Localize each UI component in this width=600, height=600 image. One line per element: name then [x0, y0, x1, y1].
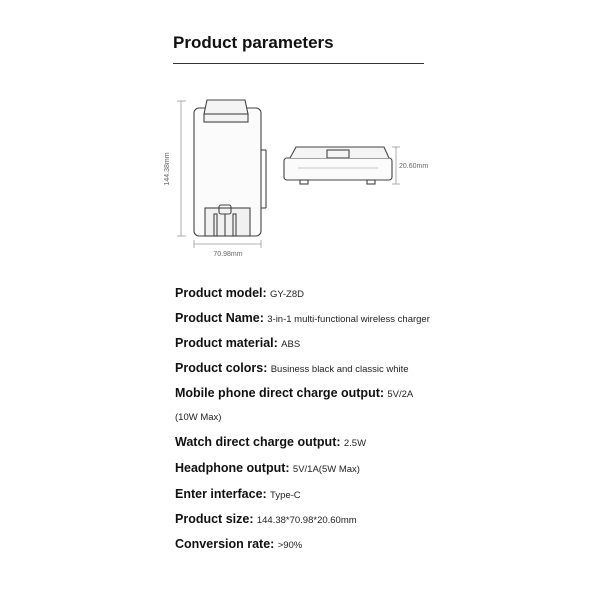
- spec-row-material: [175, 336, 300, 350]
- spec-label: Watch direct charge output:: [175, 435, 341, 449]
- width-label: 70.98mm: [213, 251, 243, 258]
- spec-value: 3-in-1 multi-functional wireless charger: [267, 314, 430, 325]
- height-dimension-line: [177, 101, 186, 236]
- height-label: 144.38mm: [164, 152, 171, 186]
- spec-label: Enter interface:: [175, 487, 267, 501]
- spec-label: Conversion rate:: [175, 537, 275, 551]
- spec-value: 5V/2A: [387, 389, 414, 400]
- spec-row-interface: [175, 487, 301, 501]
- spec-row-name: [175, 311, 430, 325]
- spec-value: Type-C: [270, 490, 301, 501]
- spec-value: GY-Z8D: [270, 289, 304, 300]
- spec-value: 5V/1A(5W Max): [292, 464, 360, 475]
- front-view-drawing: [194, 100, 266, 236]
- spec-label: Product model:: [175, 286, 267, 300]
- spec-value: ABS: [281, 339, 301, 350]
- spec-continuation: (10W Max): [175, 412, 222, 423]
- spec-row-watch-output: [175, 435, 366, 449]
- thickness-label: 20.60mm: [399, 163, 429, 170]
- spec-label: Product size:: [175, 512, 254, 526]
- spec-value: Business black and classic white: [270, 364, 409, 375]
- product-dimension-diagram: [0, 0, 600, 270]
- side-view-drawing: [284, 147, 392, 184]
- page-title: Product parameters: [173, 33, 334, 52]
- spec-row-headphone-output: [175, 461, 360, 475]
- spec-label: Product Name:: [175, 311, 264, 325]
- spec-label: Product colors:: [175, 361, 268, 375]
- width-dimension-line: [194, 240, 261, 248]
- spec-row-model: [175, 286, 304, 300]
- spec-row-phone-output: [175, 386, 413, 400]
- spec-label: Product material:: [175, 336, 278, 350]
- spec-value: >90%: [277, 540, 303, 551]
- spec-value: 144.38*70.98*20.60mm: [256, 515, 357, 526]
- spec-label: Mobile phone direct charge output:: [175, 386, 385, 400]
- spec-value: 2.5W: [343, 438, 367, 449]
- spec-row-conversion-rate: [175, 537, 302, 551]
- spec-row-size: [175, 512, 357, 526]
- spec-row-colors: [175, 361, 409, 375]
- spec-label: Headphone output:: [175, 461, 290, 475]
